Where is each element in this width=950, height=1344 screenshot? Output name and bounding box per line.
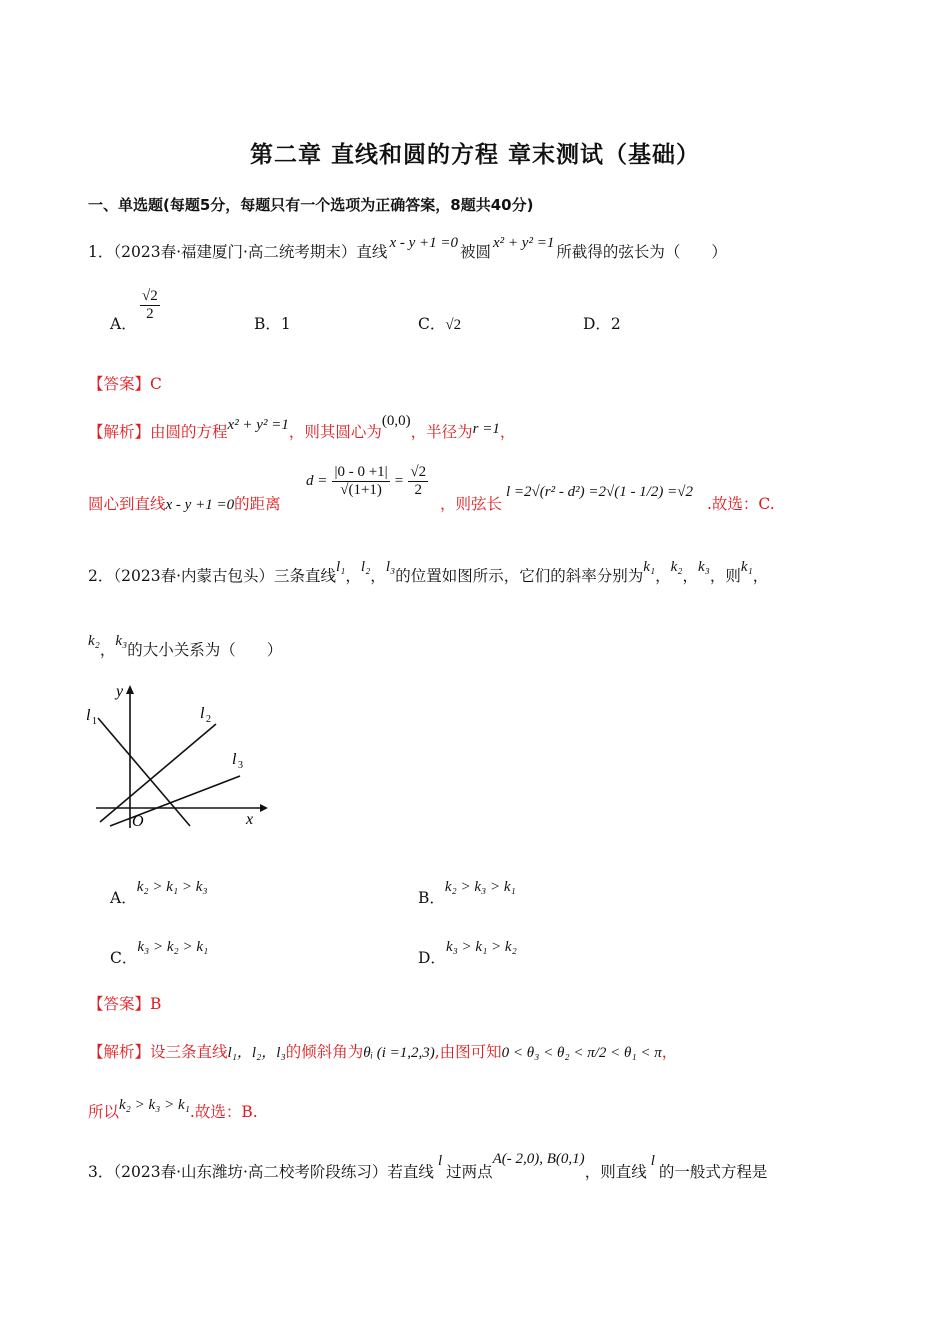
section-heading: 一、单选题(每题5分，每题只有一个选项为正确答案，8题共40分) <box>88 196 534 214</box>
q2-sol-1a: 设三条直线 <box>150 1043 228 1061</box>
q1-option-a-label: A． <box>110 315 137 333</box>
fig-l2-label: l <box>200 705 205 722</box>
q2-option-a-label: A． <box>110 889 137 907</box>
q2-sol-1e: ,由图可知 <box>434 1043 502 1061</box>
q3-l: l <box>437 1153 443 1169</box>
q1-sol-1f: r =1 <box>472 421 500 437</box>
q2-option-d-val: k₃ > k₁ > k₂ <box>445 939 517 955</box>
q2-k2: k₂ <box>670 559 683 575</box>
q2-option-c-val: k₃ > k₂ > k₁ <box>137 939 209 955</box>
q2-l3: l₃ <box>385 559 396 575</box>
q2-l1: l₁ <box>336 559 346 575</box>
q2-text-d: 的大小关系为（ ） <box>127 641 283 659</box>
q2-sol-2c: .故选：B. <box>189 1103 258 1121</box>
q1-sol-2b: x - y +1 =0 <box>165 497 235 513</box>
q2-solution-line2 <box>88 1097 258 1122</box>
fig-y-label: y <box>116 683 124 700</box>
q1-distance-lhs: d = <box>306 473 328 489</box>
fig-l3-label: l <box>232 751 237 768</box>
q2-k3: k₃ <box>698 559 710 575</box>
q1-tail: 所截得的弦长为（ ） <box>556 243 727 261</box>
fig-l3-sub: 3 <box>238 760 243 771</box>
q2-sol-2a: 所以 <box>88 1103 120 1121</box>
q1-distance-num: |0 - 0 +1| <box>334 464 388 480</box>
q1-source: （2023春·福建厦门·高二统考期末）直线 <box>113 243 388 261</box>
fig-l1-label: l <box>86 707 91 724</box>
q2-option-b-val: k₂ > k₃ > k₁ <box>444 879 516 895</box>
q2-sol-1b: l₁，l₂，l₃ <box>227 1045 286 1061</box>
q3-l-b: l <box>650 1153 655 1169</box>
q2-k1: k₁ <box>643 559 656 575</box>
q1-chord-formula: l =2√(r² - d²) =2√(1 - 1/2) =√2 <box>506 484 693 500</box>
q2-option-b <box>418 879 516 908</box>
q2-sol-1g: ， <box>661 1043 678 1061</box>
y-axis-arrow-icon <box>126 685 134 694</box>
q2-text-b: 的位置如图所示，它们的斜率分别为 <box>395 567 644 585</box>
q2-sol-1f: 0 < θ₃ < θ₂ < π/2 < θ₁ < π <box>501 1045 662 1061</box>
q1-sol-1a: 由圆的方程 <box>150 423 228 441</box>
q1-conclusion: .故选：C. <box>707 495 775 513</box>
q1-sol-1d: (0,0) <box>381 413 411 429</box>
q1-stem <box>88 235 727 262</box>
q1-distance-den: √(1+1) <box>340 482 382 498</box>
q2-solution-line1 <box>88 1040 677 1062</box>
q2-option-a <box>110 879 208 908</box>
q1-number: 1． <box>88 243 114 261</box>
q1-option-a-frac <box>140 288 160 323</box>
q1-solution-line1 <box>88 413 516 442</box>
q2-k2-b: k₂ <box>88 633 100 649</box>
q1-distance-num2: √2 <box>410 464 427 480</box>
x-axis-arrow-icon <box>260 804 268 812</box>
q1-option-c <box>418 312 461 334</box>
q3-text-d: 的一般式方程是 <box>658 1163 768 1181</box>
q1-option-b: B．1 <box>254 315 291 333</box>
q2-answer: 【答案】B <box>88 995 162 1013</box>
q2-sol-1d: θᵢ (i =1,2,3) <box>363 1045 435 1061</box>
q2-option-a-val: k₂ > k₁ > k₃ <box>136 879 208 895</box>
q3-stem <box>88 1151 768 1182</box>
page-title: 第二章 直线和圆的方程 章末测试（基础） <box>249 142 700 168</box>
q3-text-b: 过两点 <box>446 1163 493 1181</box>
q2-number: 2． <box>88 567 114 585</box>
q1-sol-2c: 的距离 <box>234 495 281 513</box>
q2-figure <box>84 680 274 830</box>
q3-text-a: （2023春·山东潍坊·高二校考阶段练习）若直线 <box>113 1163 434 1181</box>
fig-x-label: x <box>246 811 254 828</box>
q1-solution-label: 【解析】 <box>88 423 151 441</box>
fig-l1-sub: 1 <box>92 716 97 727</box>
fig-l2-sub: 2 <box>206 714 211 725</box>
q1-line-eq: x - y +1 =0 <box>389 235 458 251</box>
q2-text-c: ，则 <box>709 567 741 585</box>
line-l1 <box>98 718 190 826</box>
q1-distance-formula <box>306 464 428 499</box>
q2-option-b-label: B． <box>418 889 445 907</box>
fig-origin-label: O <box>132 813 144 830</box>
q1-answer: 【答案】C <box>88 375 162 393</box>
q2-option-d <box>418 939 517 968</box>
q2-option-c-label: C． <box>110 949 138 967</box>
q1-solution-line2 <box>88 492 281 514</box>
q1-chord-text: ，则弦长 <box>440 495 503 513</box>
q2-solution-label: 【解析】 <box>88 1043 151 1061</box>
q1-option-a-num: √2 <box>142 288 158 304</box>
q1-option-a-den: 2 <box>146 306 154 322</box>
q1-sol-2a: 圆心到直线 <box>88 495 166 513</box>
q1-mid: 被圆 <box>460 243 492 261</box>
q2-stem-line2: k₂，k₃的大小关系为（ ） <box>88 633 283 659</box>
q1-circle-eq: x² + y² =1 <box>493 235 555 251</box>
q2-stem-line1: 2．（2023春·内蒙古包头）三条直线l₁，l₂，l₃的位置如图所示，它们的斜率分别为k₁，k₂，k₃，则k₁， <box>88 559 769 585</box>
q1-sol-1e: ，半径为 <box>410 423 473 441</box>
q1-sol-1b: x² + y² =1 <box>227 417 289 433</box>
q1-option-c-val: √2 <box>445 317 462 333</box>
q3-number: 3． <box>88 1163 114 1181</box>
q2-sol-2b: k₂ > k₃ > k₁ <box>119 1097 190 1113</box>
q1-sol-1c: ，则其圆心为 <box>288 423 382 441</box>
q2-sol-1c: 的倾斜角为 <box>285 1043 364 1061</box>
q2-l2: l₂ <box>360 559 371 575</box>
q1-option-d: D．2 <box>583 315 621 333</box>
q1-distance-den2: 2 <box>414 482 422 498</box>
q1-option-c-label: C． <box>418 315 446 333</box>
q1-distance-eq: = <box>394 473 404 489</box>
q2-text-a: （2023春·内蒙古包头）三条直线 <box>113 567 336 585</box>
q3-points: A(- 2,0), B(0,1) <box>492 1151 585 1167</box>
q3-text-c: ，则直线 <box>584 1163 647 1181</box>
q2-k1-b: k₁ <box>740 559 753 575</box>
q1-option-a <box>110 312 137 334</box>
q2-k3-b: k₃ <box>115 633 128 649</box>
q2-option-c <box>110 939 209 968</box>
q1-sol-1g: ， <box>499 423 516 441</box>
q2-option-d-label: D． <box>418 949 446 967</box>
